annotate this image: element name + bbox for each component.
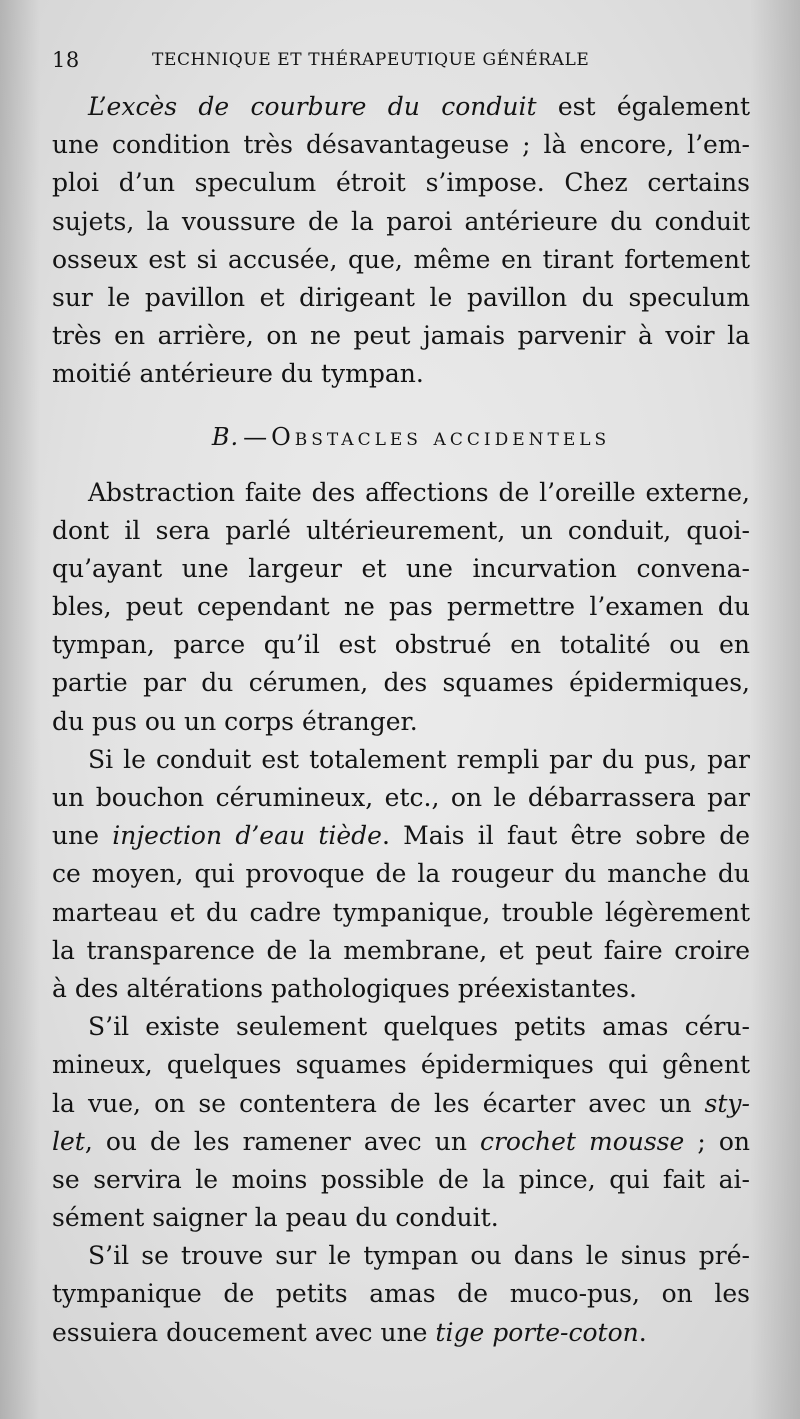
italic-phrase: sty- — [704, 1088, 750, 1118]
text-line: la vue, on se contentera de les écarter avec un sty- — [52, 1088, 750, 1118]
italic-phrase: injection d’eau tiède — [112, 821, 382, 851]
text-line: du pus ou un corps étranger. — [52, 706, 418, 736]
text-line: dont il sera parlé ultérieurement, un conduit, quoi- — [52, 515, 750, 545]
text-line: moitié antérieure du tympan. — [52, 359, 424, 389]
text-line: une injection d’eau tiède. Mais il faut être sobre de — [52, 821, 750, 851]
text-line: marteau et du cadre tympanique, trouble légèrement — [52, 897, 750, 927]
text-line: partie par du cérumen, des squames épidermiques, — [52, 668, 750, 698]
page-number: 18 — [52, 48, 80, 72]
section-title: Obstacles accidentels — [271, 422, 611, 451]
text-line: let, ou de les ramener avec un crochet mousse ; on — [52, 1126, 750, 1156]
italic-phrase: let — [52, 1126, 85, 1156]
paragraph-curvature — [52, 88, 750, 394]
running-head: TECHNIQUE ET THÉRAPEUTIQUE GÉNÉRALE — [152, 50, 590, 70]
text-line: bles, peut cependant ne pas permettre l’examen du — [52, 592, 750, 622]
paragraph-muco-pus — [52, 1237, 750, 1352]
text-line: L’excès de courbure du conduit est également — [88, 92, 750, 121]
text-line: sément saigner la peau du conduit. — [52, 1203, 499, 1233]
text-line: sujets, la voussure de la paroi antérieure du conduit — [52, 206, 750, 236]
page-gutter-shadow — [0, 0, 40, 1419]
text-line: osseux est si accusée, que, même en tirant fortement — [52, 244, 750, 274]
paragraph-abstraction — [52, 474, 750, 741]
italic-phrase: tige porte-coton — [435, 1317, 639, 1347]
text-line: Abstraction faite des affections de l’oreille externe, — [88, 477, 750, 507]
page-header — [52, 44, 752, 74]
text-line: très en arrière, on ne peut jamais parvenir à voir la — [52, 321, 750, 351]
text-line: ploi d’un speculum étroit s’impose. Chez certains — [52, 168, 750, 198]
section-heading — [52, 418, 750, 456]
text-line: tympanique de petits amas de muco-pus, on les — [52, 1279, 750, 1309]
italic-phrase: L’excès de courbure du conduit — [88, 92, 537, 121]
text-line: S’il existe seulement quelques petits amas céru- — [88, 1012, 750, 1042]
text-line: se servira le moins possible de la pince, qui fait ai- — [52, 1164, 750, 1194]
text-line: tympan, parce qu’il est obstrué en totalité ou en — [52, 630, 750, 660]
text-line: un bouchon cérumineux, etc., on le débarrassera par — [52, 783, 750, 812]
text-line: une condition très désavantageuse ; là encore, l’em- — [52, 130, 750, 160]
text-line: essuiera doucement avec une tige porte-coton. — [52, 1317, 647, 1347]
text-line: mineux, quelques squames épidermiques qui gênent — [52, 1050, 750, 1080]
text-line: la transparence de la membrane, et peut faire croire — [52, 935, 750, 965]
italic-phrase: crochet mousse — [479, 1126, 685, 1156]
paragraph-stylet — [52, 1008, 750, 1237]
section-dash: — — [243, 422, 268, 451]
text-line: à des altérations pathologiques préexistantes. — [52, 973, 637, 1003]
section-letter: B. — [211, 422, 240, 451]
text-line: sur le pavillon et dirigeant le pavillon du speculum — [52, 282, 750, 312]
text-line: Si le conduit est totalement rempli par du pus, par — [88, 744, 750, 774]
paragraph-injection — [52, 741, 750, 1008]
text-line: S’il se trouve sur le tympan ou dans le sinus pré- — [88, 1241, 750, 1271]
body-text — [52, 88, 750, 1352]
text-line: ce moyen, qui provoque de la rougeur du manche du — [52, 859, 750, 889]
page-edge-shadow — [750, 0, 800, 1419]
text-line: qu’ayant une largeur et une incurvation convena- — [52, 553, 750, 583]
